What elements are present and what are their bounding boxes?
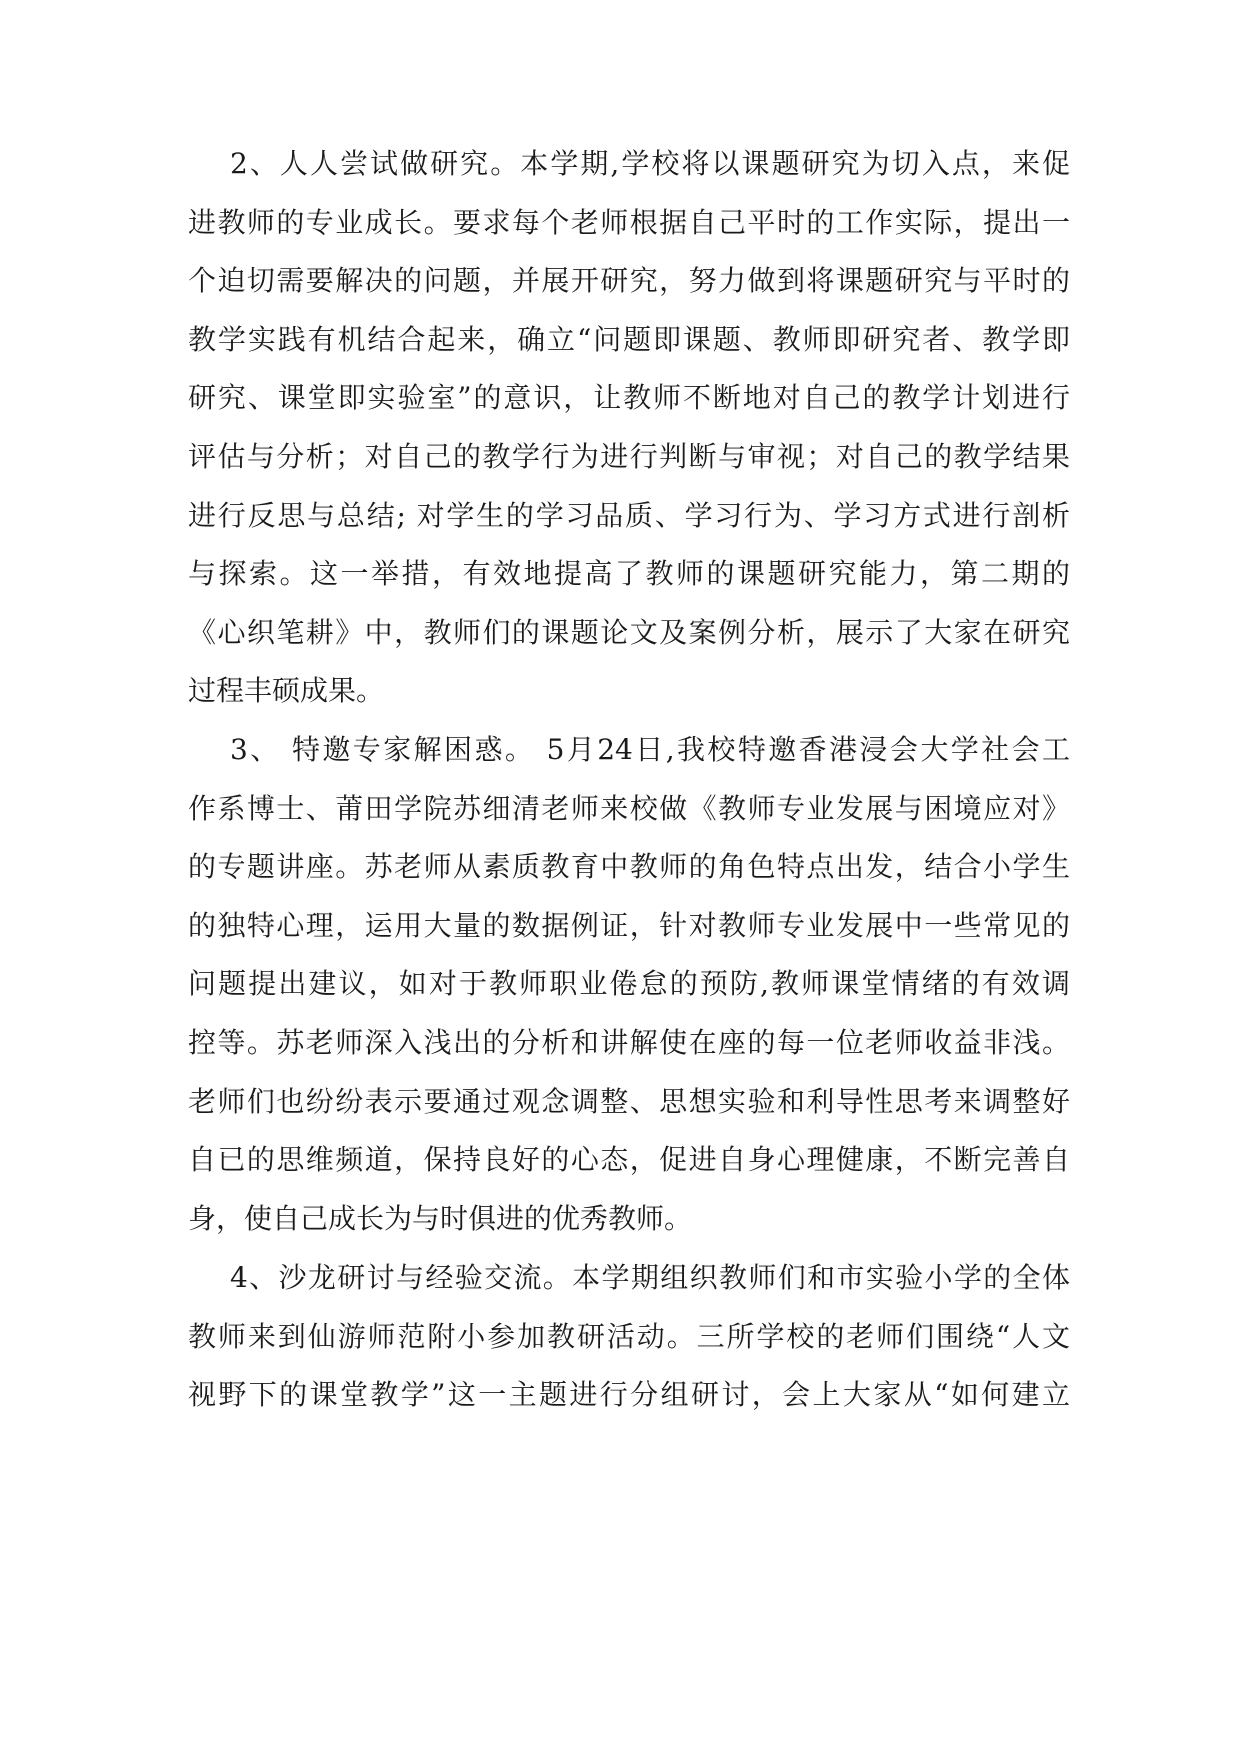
paragraph-line: 过程丰硕成果。 [188, 674, 385, 708]
paragraph-line: 的专题讲座。苏老师从素质教育中教师的角色特点出发，结合小学生 [188, 850, 1070, 884]
paragraph-line: 自已的思维频道，保持良好的心态，促进自身心理健康，不断完善自 [188, 1143, 1070, 1177]
paragraph-2 [188, 135, 1070, 721]
paragraph-line: 控等。苏老师深入浅出的分析和讲解使在座的每一位老师收益非浅。 [188, 1025, 1070, 1059]
paragraph-line: 进行反思与总结; 对学生的学习品质、学习行为、学习方式进行剖析 [188, 498, 1070, 532]
paragraph-line: 教师来到仙游师范附小参加教研活动。三所学校的老师们围绕“人文 [188, 1319, 1070, 1353]
paragraph-line: 老师们也纷纷表示要通过观念调整、思想实验和利导性思考来调整好 [188, 1084, 1070, 1118]
paragraph-line: 2、人人尝试做研究。本学期,学校将以课题研究为切入点，来促 [230, 147, 1070, 180]
paragraph-line: 进教师的专业成长。要求每个老师根据自己平时的工作实际，提出一 [188, 205, 1070, 239]
paragraph-4 [188, 1249, 1070, 1425]
paragraph-3 [188, 721, 1070, 1248]
paragraph-line: 与探索。这一举措，有效地提高了教师的课题研究能力，第二期的 [188, 557, 1070, 591]
paragraph-line: 4、沙龙研讨与经验交流。本学期组织教师们和市实验小学的全体 [230, 1261, 1070, 1294]
paragraph-line: 作系博士、莆田学院苏细清老师来校做《教师专业发展与困境应对》 [188, 791, 1070, 825]
paragraph-line: 视野下的课堂教学”这一主题进行分组研讨，会上大家从“如何建立 [188, 1378, 1070, 1412]
paragraph-line: 评估与分析；对自己的教学行为进行判断与审视；对自己的教学结果 [188, 439, 1070, 473]
paragraph-line: 问题提出建议，如对于教师职业倦怠的预防,教师课堂情绪的有效调 [188, 967, 1070, 1001]
paragraph-line: 身，使自己成长为与时俱进的优秀教师。 [188, 1201, 693, 1235]
paragraph-line: 教学实践有机结合起来，确立“问题即课题、教师即研究者、教学即 [188, 322, 1070, 356]
paragraph-line: 《心织笔耕》中，教师们的课题论文及案例分析，展示了大家在研究 [188, 615, 1070, 649]
paragraph-line: 的独特心理，运用大量的数据例证，针对教师专业发展中一些常见的 [188, 908, 1070, 942]
paragraph-line: 3、 特邀专家解困惑。 5月24日,我校特邀香港浸会大学社会工 [230, 733, 1070, 766]
paragraph-line: 个迫切需要解决的问题，并展开研究，努力做到将课题研究与平时的 [188, 264, 1070, 298]
paragraph-line: 研究、课堂即实验室”的意识，让教师不断地对自己的教学计划进行 [188, 381, 1070, 415]
